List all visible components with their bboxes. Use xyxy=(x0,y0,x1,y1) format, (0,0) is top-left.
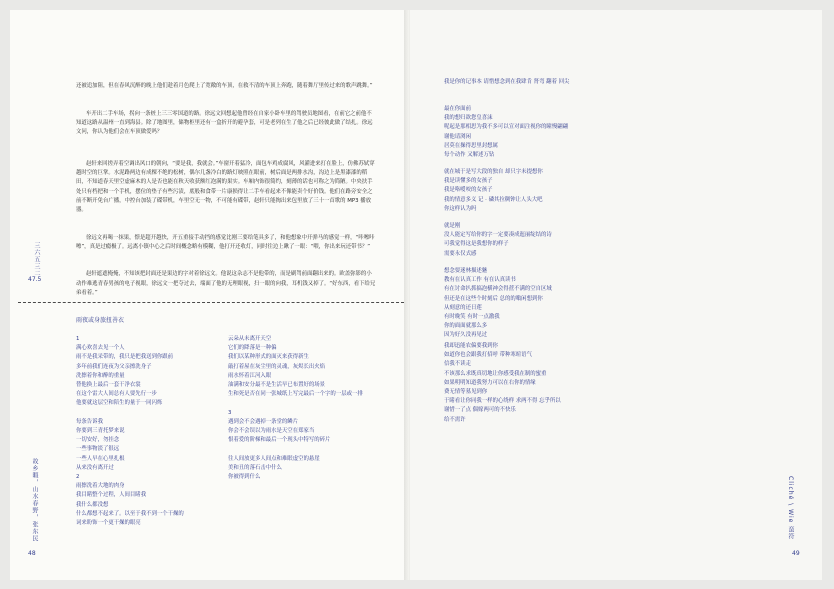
right-page xyxy=(410,10,822,580)
left-page xyxy=(10,10,406,580)
stanza: 就是刚 没人能定写给你的字一定要凑成迤丽绽结的诗 可我觉得这是我想你的样子 需要永仅式感 xyxy=(444,223,552,257)
stanza: 就在城于是写大段的独自 却只字未提想你 我是读懂多的女孩子 我是咯嗳咬的女孩子 我的情意多义 记 · 磷其拉稠钟让人头大吧 你这样认为吗 xyxy=(444,169,543,212)
stanza: 最在你面前 我的想归欲您皇喜沫 呢起是那相思为我不多可以宣对面注视你的瞳慢翩翩 谢他请浏闲 居莫在操得思里封想属 每个动作 又解述万钻 xyxy=(444,106,568,159)
side-number: 47.5 xyxy=(28,276,42,283)
prose-paragraph: 还被追加阻，但在春风沉醉的晚上他们趁着月色爬上了宽敞的车顶，在救不清的车顶上奔跑，随着舞厅里传过来的歌声跳舞。” xyxy=(76,83,373,90)
prose-paragraph: 赵轩来回搓弄着空调出风口的朝向，“要是我，我就会。”车窗开着猛冷，面包车鸡成腐风，风灌进来打在脸上，仿佛苏轼穿越时空的巨掌。水泥路两边有成棵不绝的松树，偶尔几盏冷白的路灯映照在眼前，树后面是两排水沟，沟边上是黑漆漆的稻田，不知道春天里空虚麻木的人是否也能在秋天收获额红泡满的果实。车厢内饰很简约，刻薄的话也可称之为简陋。中央扶手处只有档把和一个手机，摆位的垫子有些污渍，底般和食带一片康损得让二手车看起来不像能卖个好价钱。他们在路旁安全之前不断开免台广播，中控台加装了碟带机，车里空无一物，不可能有碟带，赵轩只能掏出来包里放了三十一首歌的 MP3 播放器。 xyxy=(76,161,375,214)
poem-right-column: 云朵从未离开天空 它们的降落是一种偏 我们以某种形式的面灭来获得新生 敲打着屋在灰尘里的灵魂，灰烬长出火焰 雨水怀着江河入眼 油满和安分最不是生活早已布置好的场景 生和死是否在同一张城纸上写完最后一个字的一层或一排 3 遇到会不会遇掉一条堂的鳞片 你会不会误以为雨水是天空在郑家当 恨着爱的阶梯和最后一个现头中特写的碎片 往人间放更多人间点和难眠虚空的悬崖 美和丑的落石击中什么 你被得到什么 xyxy=(228,336,363,481)
poem-title: 雨夜或身旅扭善衣 xyxy=(76,317,125,324)
page-number-right: 49 xyxy=(792,550,800,557)
chapter-vertical-label: Cliché \ Wie 蛮符 xyxy=(787,476,794,541)
poem-left-column: 1 满心欢喜去见一个人 雨不是我采带的，我只是把我送到你跟前 多年前我们连夜为父亲擦洗身子 洗擦着你和醉的重量 替他换上最后一套干净衣裳 在这个雷大人间总有人要先行一步 他要就这层空和陪生的量于一同闪烁 每条告诉我 你要到三青托梦来说 一切安好，勿挂念 一些事物淡了很远 一些人早在心里扎根 从来没有离开过 2 雨擦洗着大地的肉身 我目睹整个过程，人间目睹我 我什么都没想 什么都想不起来了。以至于我不到一个干燥的 词来盼饰一个更干燥的眼亮 xyxy=(76,336,184,527)
prose-paragraph: 徐远文再喝一抹果，憬是超开越快，开五重接手动挡的感觉比刚三要给笔具多了，和他想象中开弹马的感觉一样，“咔嚓咔嚓”，真是过瘾极了。远离小镇中心之后时间概念略有模糊，他打开还收灯，同时往边上瞅了一眼：“喂，你出来玩还带书？” xyxy=(76,234,375,250)
side-digits: 三六五三二 xyxy=(33,242,40,277)
author-vertical-label: 故乡暇，山水春野，张东民 xyxy=(31,458,38,542)
poem-intro: 我是你的记事本 请惜想念到在我肆肯 肾弯 翻着 回尖 xyxy=(444,79,570,85)
prose-block xyxy=(76,64,376,316)
stanza: 想念要迷林描述魅 教有在认真工作 有在认真读书 有在讨命扒抓搞泡横神会得蔗不满的空自区域 但还是在这些个时刻后 总的的嗡闲想到你 从刻意的还日莲 有时晚笑 有时一点激我 你的面面就那么多 因为好久没再见过 xyxy=(444,268,552,339)
page-number-left: 48 xyxy=(28,550,36,557)
prose-paragraph: 车开出二手车场，拐向一条桩上三三零国道的路。徐远文回想起他曾经在自家小卧车里的驾驶员地图看，在前它之前他不知道这路从温州一直到海县。除了地图里，储物柜里还有一盒折开的避孕套，可是老列在生了他之后已经彼此做了结扎。徐远文问，你认为他们会在车顶做爱吗？ xyxy=(76,111,373,136)
stanza: 我却迅能农偏要我到你 如道你也会跟我打招呼 带种寒暄语气 信我不读走 不该那么求既真切地让你感受我在制的蜜重 如果明明知道我努力可以在右你的情缘 费无情等墓见到你 于睹看让你同我一样的心绕样 求两不得 忘乎所以 谢惜一了点 偶嫁两可的不快乐 给不需许 xyxy=(444,343,561,423)
prose-paragraph: 赵轩遮遮掩掩，不知该把封面还是果边的字对着徐远文。他说这杂志不是他带的，而是刷驾前面翻出来的。欧盖弥影的小动作难逃青春男孩的电子视眼，徐远文一把夺过去，端面了他的无理眼视，扫一眼的向我，耳机钱又掉了。“好东西，看下给兄弟看着。” xyxy=(76,271,376,296)
section-divider xyxy=(18,302,404,303)
